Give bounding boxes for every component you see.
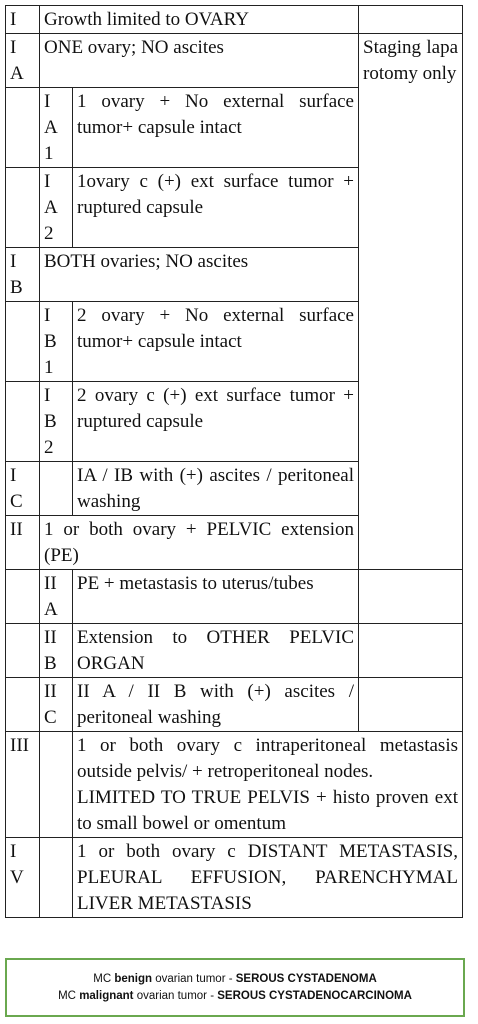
empty-cell	[6, 302, 40, 382]
empty-cell	[40, 838, 73, 918]
table-row	[6, 570, 463, 624]
stage-label: I	[10, 9, 17, 30]
substage-description: Extension to OTHER PELVIC ORGAN	[73, 624, 359, 678]
treatment-note: Staging laparotomy only	[359, 34, 463, 570]
empty-cell	[359, 6, 463, 34]
summary-line-malignant	[7, 988, 463, 1005]
empty-cell	[359, 624, 463, 678]
substage-description: 1 ovary + No external surface tumor+ capsule intact	[73, 88, 359, 168]
table-row	[6, 6, 463, 34]
table-row	[6, 34, 463, 88]
substage-description: II A / II B with (+) ascites / peritoneal washing	[73, 678, 359, 732]
substage-cell	[40, 382, 73, 462]
empty-cell	[359, 678, 463, 732]
substage-label: IIC	[44, 681, 57, 728]
stage-description-part: LIMITED TO TRUE PELVIS + histo proven ext to small bowel or omentum	[77, 787, 458, 834]
stage-description: 1 or both ovary + PELVIC extension (PE)	[40, 516, 359, 570]
summary-text: ovarian tumor -	[152, 973, 236, 985]
empty-cell	[6, 88, 40, 168]
stage-label: IB	[10, 251, 23, 298]
substage-label: IB1	[44, 305, 57, 378]
stage-cell	[6, 34, 40, 88]
stage-cell	[6, 516, 40, 570]
summary-answer: SEROUS CYSTADENOMA	[235, 973, 377, 985]
substage-description: 1ovary c (+) ext surface tumor + ruptured capsule	[73, 168, 359, 248]
substage-description: IA / IB with (+) ascites / peritoneal washing	[73, 462, 359, 516]
stage-label: IV	[10, 841, 24, 888]
substage-label: IIA	[44, 573, 58, 620]
substage-label: IA1	[44, 91, 58, 164]
substage-cell	[40, 88, 73, 168]
ovarian-cancer-staging-table	[5, 5, 463, 918]
substage-cell	[40, 678, 73, 732]
stage-description-part: 1 or both ovary c intraperitoneal metastasis outside pelvis/ + retroperitoneal nodes.	[77, 735, 458, 782]
stage-description	[73, 732, 463, 838]
table-row	[6, 624, 463, 678]
substage-label: IA2	[44, 171, 58, 244]
empty-cell	[359, 570, 463, 624]
summary-text: MC	[58, 990, 80, 1002]
summary-emphasis: malignant	[79, 990, 134, 1002]
summary-text: MC	[93, 973, 115, 985]
substage-description: PE + metastasis to uterus/tubes	[73, 570, 359, 624]
stage-cell	[6, 732, 40, 838]
stage-description: ONE ovary; NO ascites	[40, 34, 359, 88]
empty-cell	[6, 570, 40, 624]
summary-text: ovarian tumor -	[133, 990, 218, 1002]
summary-answer: SEROUS CYSTADENOCARCINOMA	[217, 990, 412, 1002]
substage-label: IB2	[44, 385, 57, 458]
stage-label: IC	[10, 465, 23, 512]
table-row	[6, 678, 463, 732]
substage-cell	[40, 302, 73, 382]
substage-description: 2 ovary c (+) ext surface tumor + ruptured capsule	[73, 382, 359, 462]
table-row	[6, 732, 463, 838]
stage-cell	[6, 248, 40, 302]
table-row	[6, 838, 463, 918]
empty-cell	[40, 462, 73, 516]
empty-cell	[6, 382, 40, 462]
stage-label: II	[10, 519, 23, 540]
stage-label: IA	[10, 37, 24, 84]
empty-cell	[6, 678, 40, 732]
empty-cell	[6, 624, 40, 678]
summary-line-benign	[7, 971, 463, 988]
summary-box	[5, 958, 465, 1017]
stage-description: Growth limited to OVARY	[40, 6, 359, 34]
stage-cell	[6, 838, 40, 918]
stage-label: III	[10, 735, 29, 756]
substage-description: 2 ovary + No external surface tumor+ capsule intact	[73, 302, 359, 382]
stage-cell	[6, 6, 40, 34]
empty-cell	[40, 732, 73, 838]
stage-description: BOTH ovaries; NO ascites	[40, 248, 359, 302]
stage-cell	[6, 462, 40, 516]
substage-label: IIB	[44, 627, 57, 674]
substage-cell	[40, 168, 73, 248]
substage-cell	[40, 570, 73, 624]
substage-cell	[40, 624, 73, 678]
summary-emphasis: benign	[114, 973, 153, 985]
empty-cell	[6, 168, 40, 248]
stage-description: 1 or both ovary c DISTANT METASTASIS, PLEURAL EFFUSION, PARENCHYMAL LIVER METASTASIS	[73, 838, 463, 918]
